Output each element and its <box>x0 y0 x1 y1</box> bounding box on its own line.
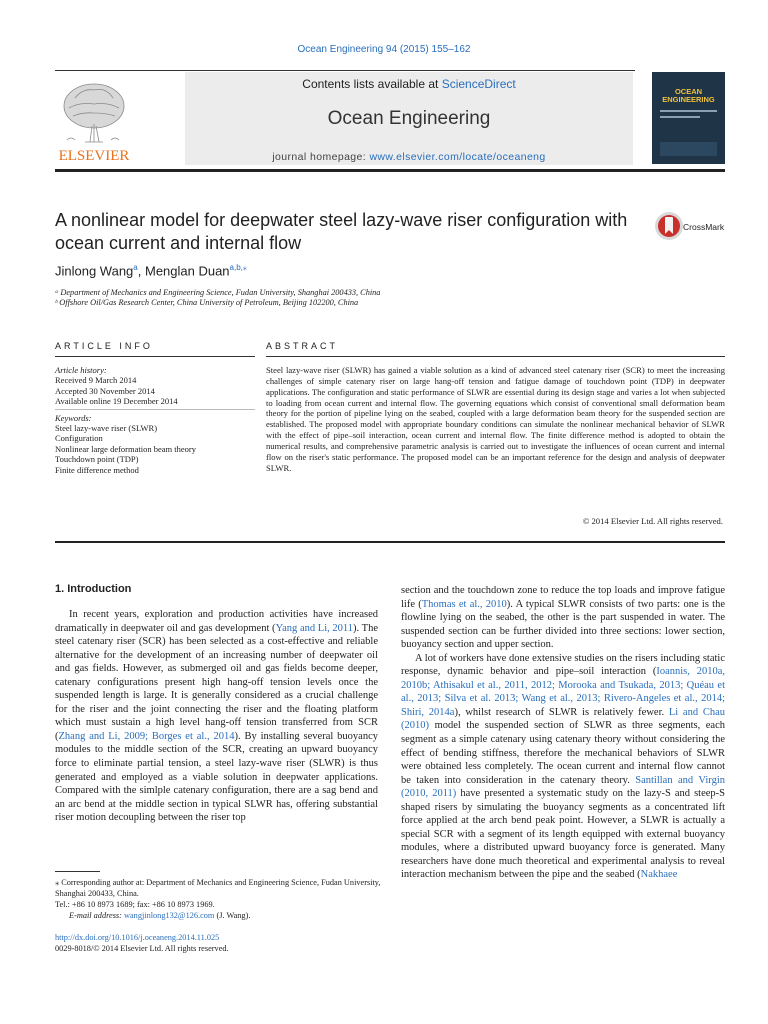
cover-title-line2: ENGINEERING <box>662 95 715 104</box>
body-text: model the suspended section of SLWR as three segments, each segment as a simple catenary using catenary theory without considering the effect of bending stiffness, therefore the mechanical behaviors of SLWR were obtained less completely. The ocean current and internal flow cannot be taken into consideration in the catenary theory. <box>401 720 725 786</box>
article-info-heading: ARTICLE INFO <box>55 341 153 351</box>
journal-name: Ocean Engineering <box>327 108 491 129</box>
info-divider <box>55 409 255 411</box>
cover-title <box>656 88 721 104</box>
elsevier-wordmark: ELSEVIER <box>58 148 130 164</box>
citation-link[interactable]: Santillan and Virgin (2010, 2011) <box>401 774 725 800</box>
abstract-bottom-rule <box>55 541 725 543</box>
keyword: Steel lazy-wave riser (SLWR) <box>55 423 158 434</box>
abstract-heading: ABSTRACT <box>266 341 339 351</box>
contents-line <box>185 77 633 91</box>
abstract-body: Steel lazy-wave riser (SLWR) has gained a viable solution as a kind of advanced steel catenary riser (SCR) to meet the increasing challenges of simple catenary riser on large hang-off tension and fatigue damage of touchdown point (TDP) in deepwater applications. The configuration and static performance of SLWR are essential during its design stage and varies a lot when subjected to loading from ocean current and internal flow. The governing equations which consist of conventional small deformation beam theory for the portion of pipeline lying on the seabed, coupled with a large deformation beam theory for the suspended section are established. The proposed model with appropriate boundary conditions can simulate the nonlinear mechanical behavior of SLWR with the effect of pipe–soil interaction, ocean current and internal flow. The finite difference method is adopted to obtain the numerical results, and comprehensive parametric analysis is carried out to investigate the influences of ocean current and internal flow on the riser's static performance. The proposed model can be an important reference for the design and analysis of deepwater SLWR. <box>266 365 725 473</box>
body-column-right <box>401 584 725 882</box>
contents-prefix: Contents lists available at <box>302 77 442 91</box>
corresponding-author-marker[interactable]: ⁎ <box>242 263 247 272</box>
footnote-text: (J. Wang). <box>214 911 251 920</box>
cover-decor <box>660 116 700 118</box>
body-text: section and the touchdown zone to reduce the top loads and improve fatigue life ( <box>401 585 725 610</box>
keyword: Touchdown point (TDP) <box>55 454 139 465</box>
homepage-link[interactable]: www.elsevier.com/locate/oceaneng <box>369 151 546 163</box>
keyword: Finite difference method <box>55 464 139 475</box>
affiliation-marker[interactable]: a,b, <box>229 263 243 272</box>
body-text: have presented a systematic study on the lazy-S and steep-S shaped risers by simulating the buoyancy segments as a concentrated lift force applied at the arch bend peak point. However, a SLWR is actually a special SCR with a segment of its length equipped with external buoyancy modules, where a distributed upward buoyancy force is generated. Many researchers have done much theoretical and experimental analysis to reveal interaction mechanism between the pipe and the seabed ( <box>401 788 725 881</box>
elsevier-tree-icon <box>55 76 133 164</box>
abstract-copyright: © 2014 Elsevier Ltd. All rights reserved. <box>582 516 723 526</box>
author-list <box>55 263 247 278</box>
cover-decor <box>660 110 717 112</box>
citation-link[interactable]: Thomas et al., 2010 <box>421 598 507 610</box>
article-info-rule <box>55 356 255 357</box>
cover-decor <box>660 142 717 156</box>
body-text: ). The steel catenary riser (SCR) has been selected as a cost-effective and reliable alternative for the development of an increasing number of deepwater oil and gas fields. However, as submerged oil and gas fields become deeper, catenary configurations present high hang-off tension levels once the suspended length is large. It is generally considered as a crucial challenge for the riser and the joint connecting the riser and the floating platform which must sustain a high level hang-off tension transferred from SCR ( <box>55 622 378 742</box>
footnote-rule <box>55 871 100 872</box>
keywords-label: Keywords: <box>55 412 92 423</box>
doi-link[interactable]: http://dx.doi.org/10.1016/j.oceaneng.2014.11.025 <box>55 933 220 942</box>
footnote-phone: Tel.: +86 10 8973 1689; fax: +86 10 8973 1969. <box>55 900 215 909</box>
accepted-date: Accepted 30 November 2014 <box>55 385 155 396</box>
journal-cover-image[interactable] <box>652 72 725 164</box>
crossmark-icon <box>654 211 684 241</box>
online-date: Available online 19 December 2014 <box>55 396 178 407</box>
body-text: ), whilst research of SLWR is relatively fewer. <box>454 706 669 718</box>
intro-paragraph <box>401 652 725 882</box>
crossmark-label: CrossMark <box>683 222 725 232</box>
sciencedirect-link[interactable]: ScienceDirect <box>441 77 516 91</box>
intro-paragraph <box>55 608 378 825</box>
email-link[interactable]: wangjinlong132@126.com <box>124 911 215 920</box>
corresponding-author-footnote <box>55 877 385 921</box>
citation-link[interactable]: Ioannis, 2010a, 2010b; Athisakul et al., 2011, 2012; Morooka and Tsukada, 2013; Quéau et al., 2013; Silva et al. 2013; Wang et al., 2013; Rivero-Angeles et al., 2014; Shiri, 2014a <box>401 666 726 718</box>
issn-copyright: 0029-8018/© 2014 Elsevier Ltd. All rights reserved. <box>55 944 229 953</box>
keyword: Nonlinear large deformation beam theory <box>55 443 196 454</box>
doi-block <box>55 932 229 954</box>
email-label: E-mail address: <box>69 911 124 920</box>
introduction-heading: 1. Introduction <box>55 583 132 595</box>
abstract-rule <box>266 356 725 357</box>
journal-reference-link[interactable]: Ocean Engineering 94 (2015) 155–162 <box>297 44 471 55</box>
history-label: Article history: <box>55 365 107 375</box>
article-info <box>55 365 260 475</box>
affiliation-marker[interactable]: a <box>133 263 138 272</box>
crossmark-button[interactable] <box>654 211 684 241</box>
affiliation-a: ᵃ Department of Mechanics and Engineering Science, Fudan University, Shanghai 200433, China <box>55 288 381 297</box>
author-separator: , <box>137 263 145 279</box>
body-text: ). By installing several buoyancy modules to the middle section of the SCR, creating an upward buoyancy force to eliminate partial tension, a steel lazy-wave riser (SLWR) is thus generated and employed as a viable solution in deepwater applications. Compared with the simlple catenary configuration, there are a sag bend and an arc bend at the middle section in typical SLWR has, offering substantial riser motion decoupling between the riser top <box>55 730 378 824</box>
body-text: A lot of workers have done extensive studies on the risers including static response, dynamic behavior and pipe–soil interaction ( <box>401 652 725 678</box>
body-text: In recent years, exploration and production activities have increased dramatically in deepwater oil and gas development ( <box>55 609 378 634</box>
keyword: Configuration <box>55 433 103 444</box>
journal-homepage <box>185 151 633 163</box>
affiliation-b: ᵇ Offshore Oil/Gas Research Center, China University of Petroleum, Beijing 102200, China <box>55 298 359 307</box>
received-date: Received 9 March 2014 <box>55 375 137 386</box>
top-rule <box>55 70 635 71</box>
masthead-rule <box>55 169 725 172</box>
cover-title-line1: OCEAN <box>674 87 703 96</box>
homepage-prefix: journal homepage: <box>272 151 370 163</box>
citation-link[interactable]: Li and Chau (2010) <box>401 706 725 732</box>
body-column-left <box>55 608 378 825</box>
author-name: Jinlong Wang <box>55 263 134 279</box>
author-name: Menglan Duan <box>144 263 230 279</box>
body-text: ). A typical SLWR consists of two parts: one is the flowline lying on the seabed, the other is the part suspended in water. The suspended section can be further divided into three sections: lower section, buoyancy section and upper section. <box>401 598 726 651</box>
intro-paragraph <box>401 584 725 652</box>
citation-link[interactable]: Yang and Li, 2011 <box>275 622 354 634</box>
elsevier-logo[interactable] <box>55 76 133 164</box>
footnote-text: ⁎ Corresponding author at: Department of Mechanics and Engineering Science, Fudan University, Shanghai 200433, China. <box>55 878 381 898</box>
citation-link[interactable]: Zhang and Li, 2009; Borges et al., 2014 <box>58 730 235 742</box>
citation-link[interactable]: Nakhaee <box>640 869 678 881</box>
paper-title: A nonlinear model for deepwater steel lazy-wave riser configuration with ocean current and internal flow <box>55 210 628 253</box>
